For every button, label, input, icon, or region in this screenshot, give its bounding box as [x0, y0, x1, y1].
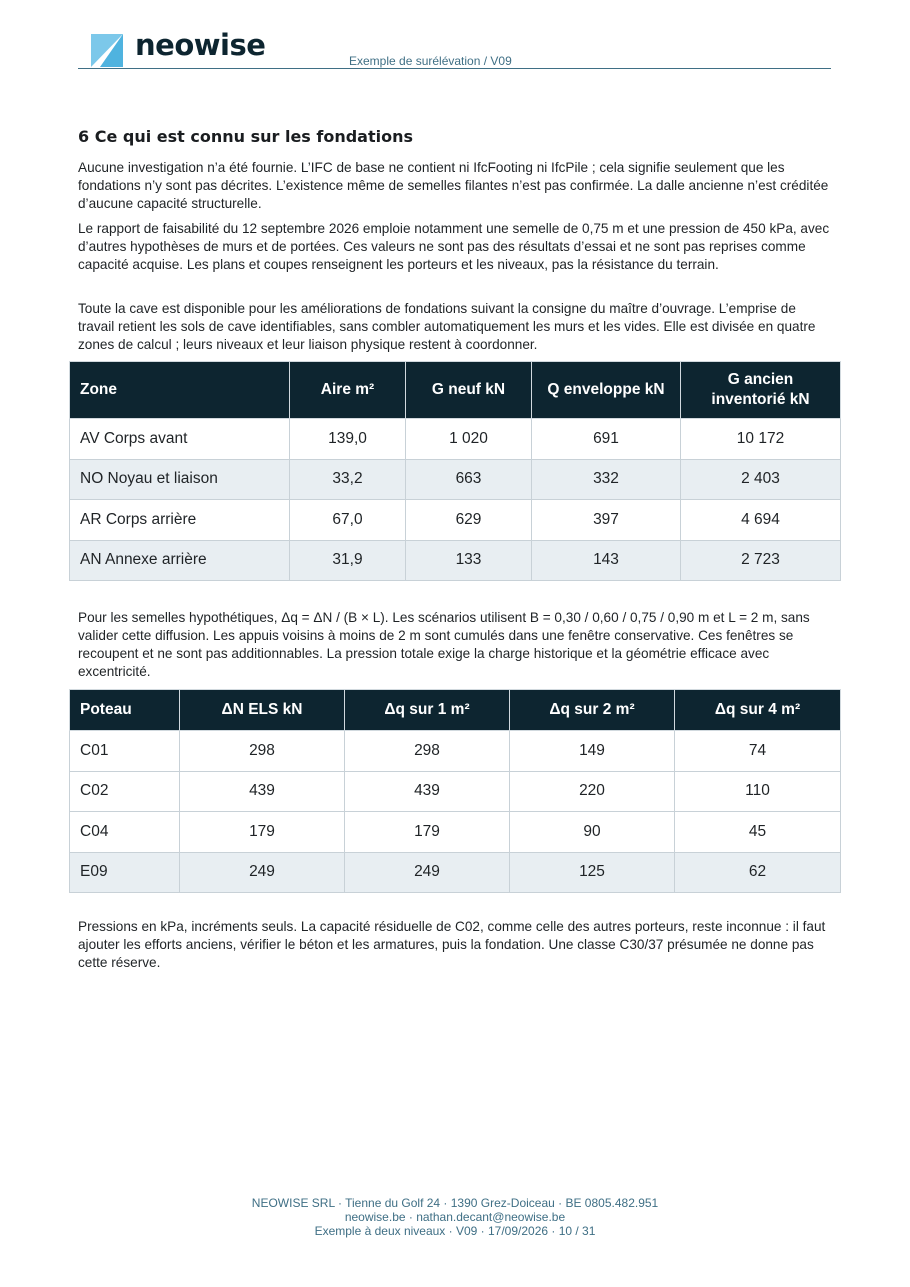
- document-subtitle: Exemple de surélévation / V09: [349, 54, 512, 68]
- table-cell: 139,0: [290, 419, 406, 460]
- paragraph-residual-capacity: Pressions en kPa, incréments seuls. La capacité résiduelle de C02, comme celle des autres porteurs, reste inconnue : il faut ajouter les efforts anciens, vérifier le béton et les armatures, puis la fondation. Une classe C30/37 présumée ne donne pas cette réserve.: [78, 919, 826, 970]
- table-row: [70, 812, 841, 853]
- column-header: G ancien inventorié kN: [681, 362, 841, 419]
- table-cell: C01: [70, 731, 180, 772]
- table-cell: 62: [675, 852, 841, 893]
- table-row: [70, 500, 841, 541]
- brand-name: neowise: [135, 28, 266, 62]
- table-row: [70, 852, 841, 893]
- table-cell: 10 172: [681, 419, 841, 460]
- table-cell: 74: [675, 731, 841, 772]
- paragraph-feasibility-report: Le rapport de faisabilité du 12 septembre 2026 emploie notamment une semelle de 0,75 m et une pression de 450 kPa, avec d’autres hypothèses de murs et de portées. Ces valeurs ne sont pas des résultats d’essai et ne sont pas reprises comme capacité acquise. Les plans et coupes renseignent les porteurs et les niveaux, pas la résistance du terrain.: [78, 221, 830, 272]
- table-cell: 33,2: [290, 459, 406, 500]
- column-header: Δq sur 4 m²: [675, 690, 841, 731]
- table-cell: AV Corps avant: [70, 419, 290, 460]
- paragraph-cellar-zones: Toute la cave est disponible pour les améliorations de fondations suivant la consigne du maître d’ouvrage. L’emprise de travail retient les sols de cave identifiables, sans combler automatiquement les murs et les vides. Elle est divisée en quatre zones de calcul ; leurs niveaux et leur liaison physique restent à coordonner.: [78, 301, 816, 352]
- table-row: [70, 540, 841, 581]
- table-cell: NO Noyau et liaison: [70, 459, 290, 500]
- table-cell: 133: [406, 540, 532, 581]
- table-cell: 179: [345, 812, 510, 853]
- table-cell: C04: [70, 812, 180, 853]
- table-cell: 249: [180, 852, 345, 893]
- table-cell: 4 694: [681, 500, 841, 541]
- header-divider: [78, 68, 831, 69]
- table-cell: 397: [532, 500, 681, 541]
- table-cell: 249: [345, 852, 510, 893]
- columns-pressure-table: [69, 689, 841, 893]
- column-header: Δq sur 2 m²: [510, 690, 675, 731]
- table-cell: E09: [70, 852, 180, 893]
- table-header-row: [70, 362, 841, 419]
- table-cell: 67,0: [290, 500, 406, 541]
- footer-contact-line: neowise.be · nathan.decant@neowise.be: [344, 1210, 566, 1224]
- section-title: 6 Ce qui est connu sur les fondations: [78, 127, 414, 146]
- table-row: [70, 459, 841, 500]
- table-cell: 439: [180, 771, 345, 812]
- table-cell: 691: [532, 419, 681, 460]
- table-cell: C02: [70, 771, 180, 812]
- table-cell: 439: [345, 771, 510, 812]
- paragraph-hypothetical-footings: Pour les semelles hypothétiques, Δq = ΔN / (B × L). Les scénarios utilisent B = 0,30 / 0,60 / 0,75 / 0,90 m et L = 2 m, sans valider cette diffusion. Les appuis voisins à moins de 2 m sont cumulés dans une fenêtre conservative. Ces fenêtres se recoupent et ne sont pas additionnables. La pression totale exige la charge historique et la géométrie efficace avec excentricité.: [78, 610, 810, 679]
- table-cell: 143: [532, 540, 681, 581]
- table-cell: 663: [406, 459, 532, 500]
- column-header: G neuf kN: [406, 362, 532, 419]
- table-cell: 298: [180, 731, 345, 772]
- column-header: Q enveloppe kN: [532, 362, 681, 419]
- neowise-logo-icon: [91, 34, 123, 67]
- table-cell: 125: [510, 852, 675, 893]
- paragraph-investigation: Aucune investigation n’a été fournie. L’IFC de base ne contient ni IfcFooting ni IfcPile ; cela signifie seulement que les fondations n’y sont pas décrites. L’existence même de semelles filantes n’est pas confirmée. La dalle ancienne n’est créditée d’aucune capacité structurelle.: [78, 160, 829, 211]
- footer-company-line: NEOWISE SRL · Tienne du Golf 24 · 1390 Grez-Doiceau · BE 0805.482.951: [251, 1196, 659, 1210]
- table-cell: 332: [532, 459, 681, 500]
- column-header: ΔN ELS kN: [180, 690, 345, 731]
- table-header-row: [70, 690, 841, 731]
- table-cell: 2 403: [681, 459, 841, 500]
- table-cell: AR Corps arrière: [70, 500, 290, 541]
- table-row: [70, 419, 841, 460]
- table-cell: 629: [406, 500, 532, 541]
- column-header: Poteau: [70, 690, 180, 731]
- table-cell: 149: [510, 731, 675, 772]
- table-cell: AN Annexe arrière: [70, 540, 290, 581]
- table-cell: 31,9: [290, 540, 406, 581]
- table-cell: 90: [510, 812, 675, 853]
- table-cell: 2 723: [681, 540, 841, 581]
- column-header: Aire m²: [290, 362, 406, 419]
- table-cell: 179: [180, 812, 345, 853]
- table-cell: 298: [345, 731, 510, 772]
- column-header: Zone: [70, 362, 290, 419]
- table-cell: 45: [675, 812, 841, 853]
- table-cell: 1 020: [406, 419, 532, 460]
- table-cell: 110: [675, 771, 841, 812]
- column-header: Δq sur 1 m²: [345, 690, 510, 731]
- table-row: [70, 771, 841, 812]
- footer-page-line: Exemple à deux niveaux · V09 · 17/09/2026 · 10 / 31: [314, 1224, 596, 1238]
- table-cell: 220: [510, 771, 675, 812]
- table-row: [70, 731, 841, 772]
- zones-table: [69, 361, 841, 581]
